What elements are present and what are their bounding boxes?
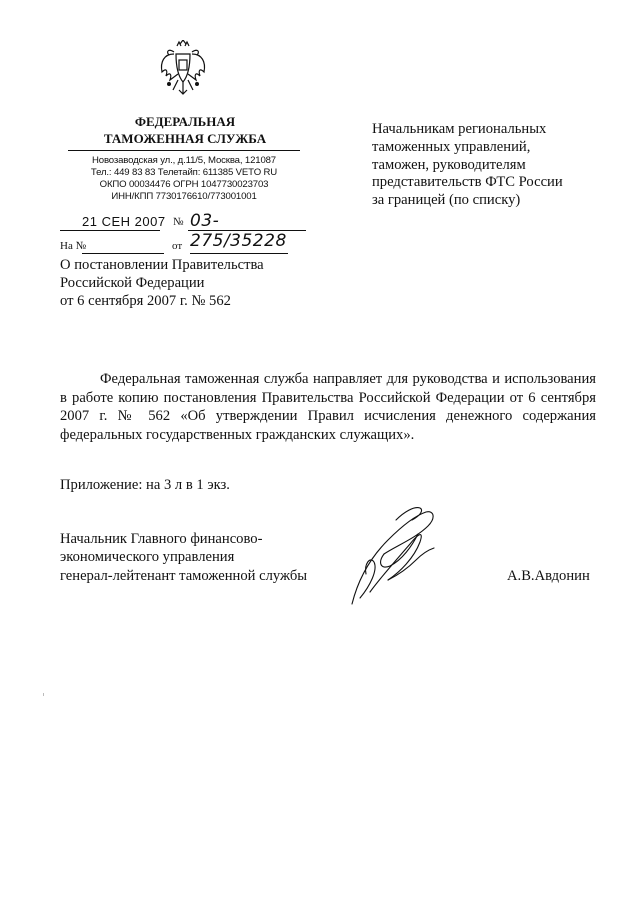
subject-block — [60, 256, 340, 311]
attachment-note: Приложение: на 3 л в 1 экз. — [60, 477, 230, 493]
agency-name-line1: ФЕДЕРАЛЬНАЯ — [134, 114, 236, 129]
registration-date-stamp: 21 СЕН 2007 — [82, 214, 166, 229]
signatory-title-line: Начальник Главного финансово- — [60, 531, 263, 547]
reference-number-blank — [82, 253, 164, 254]
contact-inn-kpp: ИНН/КПП 7730176610/773001001 — [111, 191, 257, 202]
subject-line: от 6 сентября 2007 г. № 562 — [60, 293, 231, 310]
double-headed-eagle-emblem-icon — [158, 40, 208, 96]
reference-date-label: от — [172, 240, 183, 252]
addressee-line: Начальникам региональных — [372, 121, 547, 137]
contact-okpo-ogrn: ОКПО 00034476 ОГРН 1047730023703 — [99, 179, 269, 190]
signatory-title — [60, 530, 330, 585]
scan-artifact — [43, 693, 44, 696]
contact-address: Новозаводская ул., д.11/5, Москва, 121087 — [91, 155, 276, 166]
registration-number: 03-275/35228 — [190, 211, 287, 251]
number-underline — [188, 230, 306, 231]
subject-line: Российской Федерации — [60, 275, 205, 292]
subject-line: О постановлении Правительства — [60, 257, 264, 273]
reference-number-label: На № — [60, 240, 87, 252]
reference-line — [60, 240, 300, 256]
signatory-title-line: экономического управления — [60, 549, 235, 566]
signatory-name: А.В.Авдонин — [507, 568, 590, 584]
addressee-line: таможенных управлений, — [372, 138, 531, 155]
agency-name — [95, 113, 275, 147]
agency-divider — [68, 150, 300, 151]
contact-phone: Тел.: 449 83 83 Телетайп: 611385 VETO RU — [90, 167, 278, 178]
number-label: № — [173, 216, 184, 228]
date-underline — [60, 230, 160, 231]
reference-date-blank — [190, 253, 288, 254]
letter-body: Федеральная таможенная служба направляет для руководства и использования в работе копию постановления Правительства Российской Федерации от 6 сентября 2007 г. № 562 «Об утверждении Правил исчисления денежного содержания федеральных государственных гражданских служащих». — [60, 371, 596, 443]
addressee-block — [372, 121, 602, 210]
addressee-line: представительств ФТС России — [372, 174, 563, 191]
handwritten-signature-icon — [340, 500, 450, 610]
agency-contact-block — [68, 155, 300, 203]
agency-name-line2: ТАМОЖЕННАЯ СЛУЖБА — [103, 131, 267, 146]
addressee-line: за границей (по списку) — [372, 192, 521, 209]
addressee-line: таможен, руководителям — [372, 156, 526, 173]
signatory-title-line: генерал-лейтенант таможенной службы — [60, 567, 308, 584]
